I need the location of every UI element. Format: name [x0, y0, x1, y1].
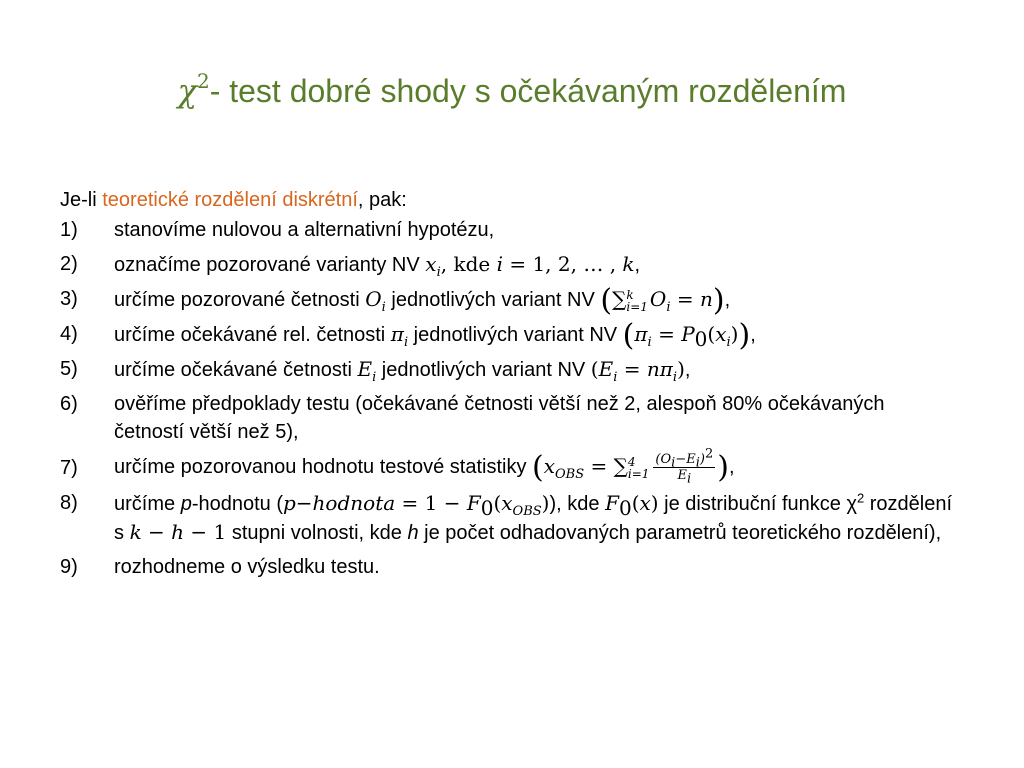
list-item: 3) určíme pozorované četnosti $O_i$ jednotlivých variant NV (∑ k i=1 $O_i = n$), [60, 283, 731, 318]
list-item: 6) ověříme předpoklady testu (očekávané četnosti větší než 2, alespoň 80% očekávaných četností větší než 5), [60, 393, 885, 443]
list-item: 2) označíme pozorované varianty NV $x_i$, kde i = 1, 2, … , k, [60, 252, 641, 280]
steps-list [60, 216, 960, 581]
intro-line: Je-li teoretické rozdělení diskrétní, pak: [60, 189, 407, 211]
highlight-text: teoretické rozdělení diskrétní [102, 189, 358, 211]
list-item: 9) rozhodneme o výsledku testu. [60, 556, 380, 579]
list-item: 8) určíme p-hodnotu (p−hodnota = $1 - F_0(x_{OBS})$), kde $F_0(x)$ je distribuční funkce $\chi^2$ rozdělení s k − h − 1 stupni volnosti, kde h je počet odhadovaných parametrů teoretického rozdělení), [60, 490, 953, 545]
list-item: 7) určíme pozorovanou hodnotu testové statistiky ($x_{OBS}$ = ∑ 4 i=1 $\frac{(O_i-E_i)^2}{E_i}$ ), [60, 446, 735, 487]
slide-title [0, 69, 1024, 110]
slide-body [60, 186, 960, 587]
list-item: 5) určíme očekávané četnosti $E_i$ jednotlivých variant NV $(E_i = n\pi_i)$, [60, 357, 691, 385]
chi-symbol: χ [177, 72, 197, 110]
list-item: 1) stanovíme nulovou a alternativní hypotézu, [60, 219, 495, 241]
chi-exponent: 2 [196, 69, 210, 93]
title-text: - test dobré shody s očekávaným rozdělením [209, 73, 847, 109]
list-item: 4) určíme očekávané rel. četnosti $\pi_i$ jednotlivých variant NV $(\pi_i = P_0(x_i))$, [60, 318, 756, 353]
